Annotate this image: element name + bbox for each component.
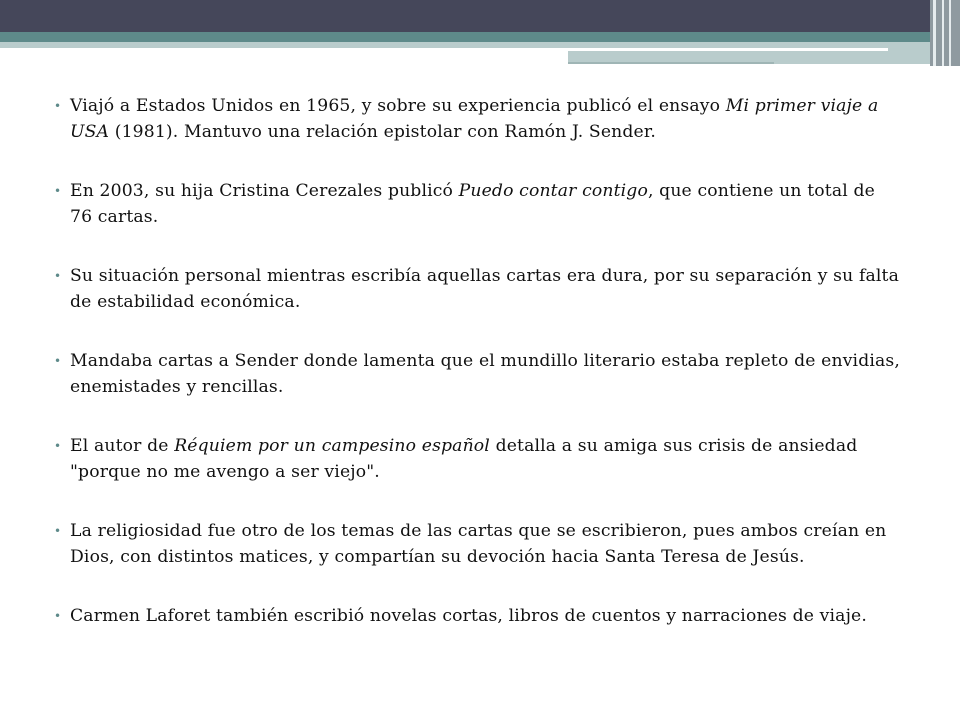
paragraph-text: La religiosidad fue otro de los temas de las cartas que se escribieron, pues ambos creían en Dios, con distintos matices, y compartían su devoción hacia Santa Teresa de Jesús. [70,521,887,567]
bullet-item [48,179,900,230]
bullet-list [48,94,900,630]
rail-stripe [933,0,936,66]
bullet-icon: • [54,354,62,368]
bullet-icon: • [54,184,62,198]
bullet-item [48,264,900,315]
rail-stripe [942,0,944,66]
bullet-item [48,519,900,570]
bullet-icon: • [54,524,62,538]
header-step-band [568,42,960,64]
paragraph-text: , que contiene un total de 76 cartas. [70,181,875,227]
italic-title-text: Réquiem por un campesino español [174,436,490,456]
bullet-icon: • [54,269,62,283]
paragraph-text: En 2003, su hija Cristina Cerezales publicó [70,181,459,201]
bullet-item [48,434,900,485]
bullet-icon: • [54,609,62,623]
paragraph-text: Carmen Laforet también escribió novelas cortas, libros de cuentos y narraciones de viaje. [70,606,867,626]
header-right-rail [930,0,960,66]
rail-stripe [949,0,951,66]
paragraph-text: Viajó a Estados Unidos en 1965, y sobre su experiencia publicó el ensayo [70,96,726,116]
paragraph-text: Su situación personal mientras escribía aquellas cartas era dura, por su separación y su falta de estabilidad económica. [70,266,899,312]
bullet-item [48,349,900,400]
bullet-item [48,94,900,145]
paragraph-text: El autor de [70,436,175,456]
bullet-icon: • [54,439,62,453]
bullet-item [48,604,900,630]
italic-title-text: Puedo contar contigo [458,181,648,201]
header-teal-band [0,32,960,42]
header-step-line [568,48,888,51]
header-step-line-secondary [568,62,774,64]
paragraph-text: Mandaba cartas a Sender donde lamenta que el mundillo literario estaba repleto de envidias, enemistades y rencillas. [70,351,900,397]
header-dark-band [0,0,960,32]
paragraph-text: (1981). Mantuvo una relación epistolar con Ramón J. Sender. [109,121,656,142]
paragraph-text: detalla a su amiga sus crisis de ansiedad "porque no me avengo a ser viejo". [70,436,858,482]
slide-body [48,94,900,664]
italic-title-text: Mi primer viaje a USA [70,96,879,142]
bullet-icon: • [54,99,62,113]
